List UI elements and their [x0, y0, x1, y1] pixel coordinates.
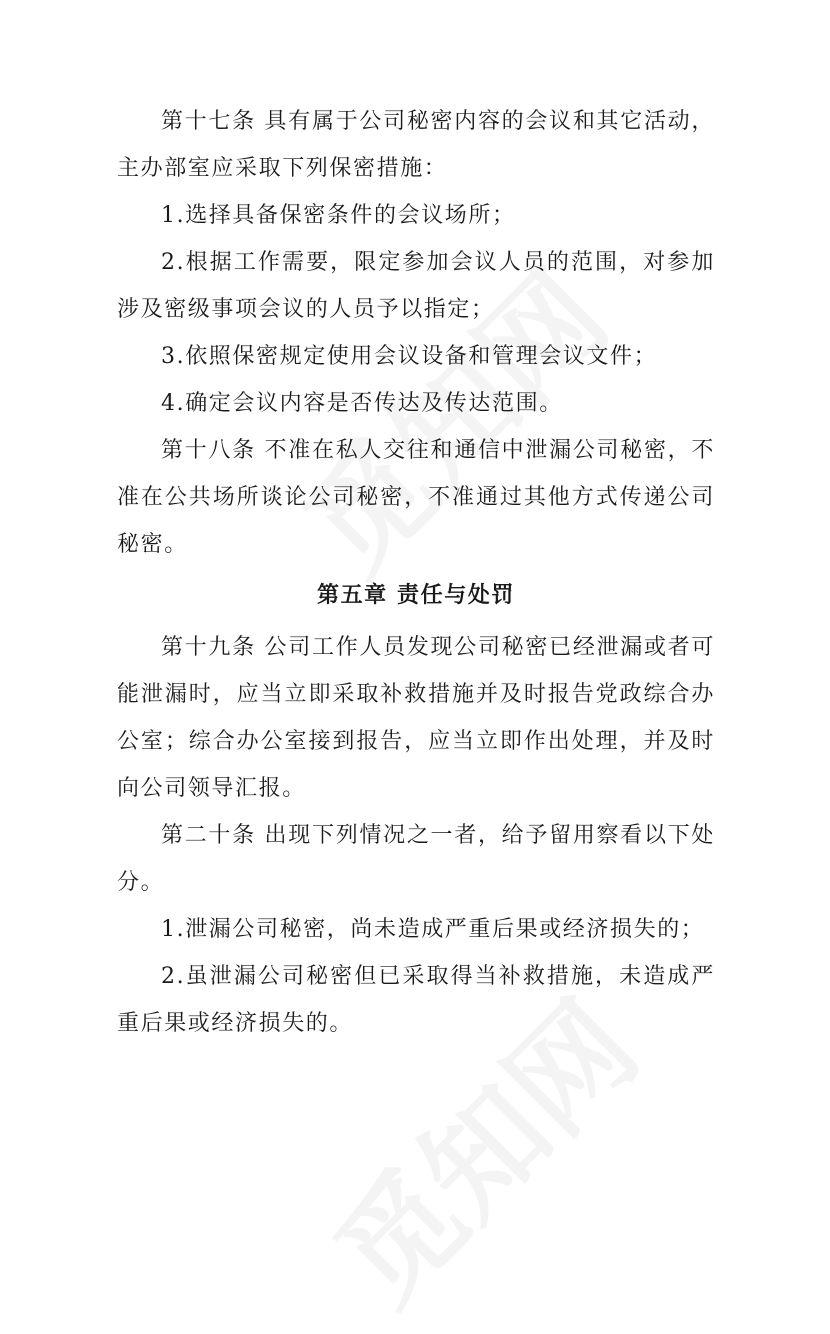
article-20-item-2: 2.虽泄漏公司秘密但已采取得当补救措施，未造成严重后果或经济损失的。 [117, 964, 715, 1036]
article-17-item-2: 2.根据工作需要，限定参加会议人员的范围，对参加涉及密级事项会议的人员予以指定； [117, 250, 715, 322]
article-19: 第十九条 公司工作人员发现公司秘密已经泄漏或者可能泄漏时，应当立即采取补救措施并及时报告党政综合办公室；综合办公室接到报告，应当立即作出处理，并及时向公司领导汇报。 [117, 635, 715, 801]
document-body [117, 98, 715, 1047]
article-20: 第二十条 出现下列情况之一者，给予留用察看以下处分。 [117, 823, 715, 895]
article-17-item-1: 1.选择具备保密条件的会议场所； [161, 203, 516, 228]
article-18: 第十八条 不准在私人交往和通信中泄漏公司秘密，不准在公共场所谈论公司秘密，不准通过其他方式传递公司秘密。 [117, 438, 715, 557]
article-17-item-3: 3.依照保密规定使用会议设备和管理会议文件； [161, 344, 658, 369]
article-20-item-1: 1.泄漏公司秘密，尚未造成严重后果或经济损失的； [161, 917, 705, 942]
chapter-heading: 第五章 责任与处罚 [316, 583, 516, 608]
article-17: 第十七条 具有属于公司秘密内容的会议和其它活动，主办部室应采取下列保密措施： [117, 109, 715, 181]
article-17-item-4: 4.确定会议内容是否传达及传达范围。 [161, 391, 563, 416]
